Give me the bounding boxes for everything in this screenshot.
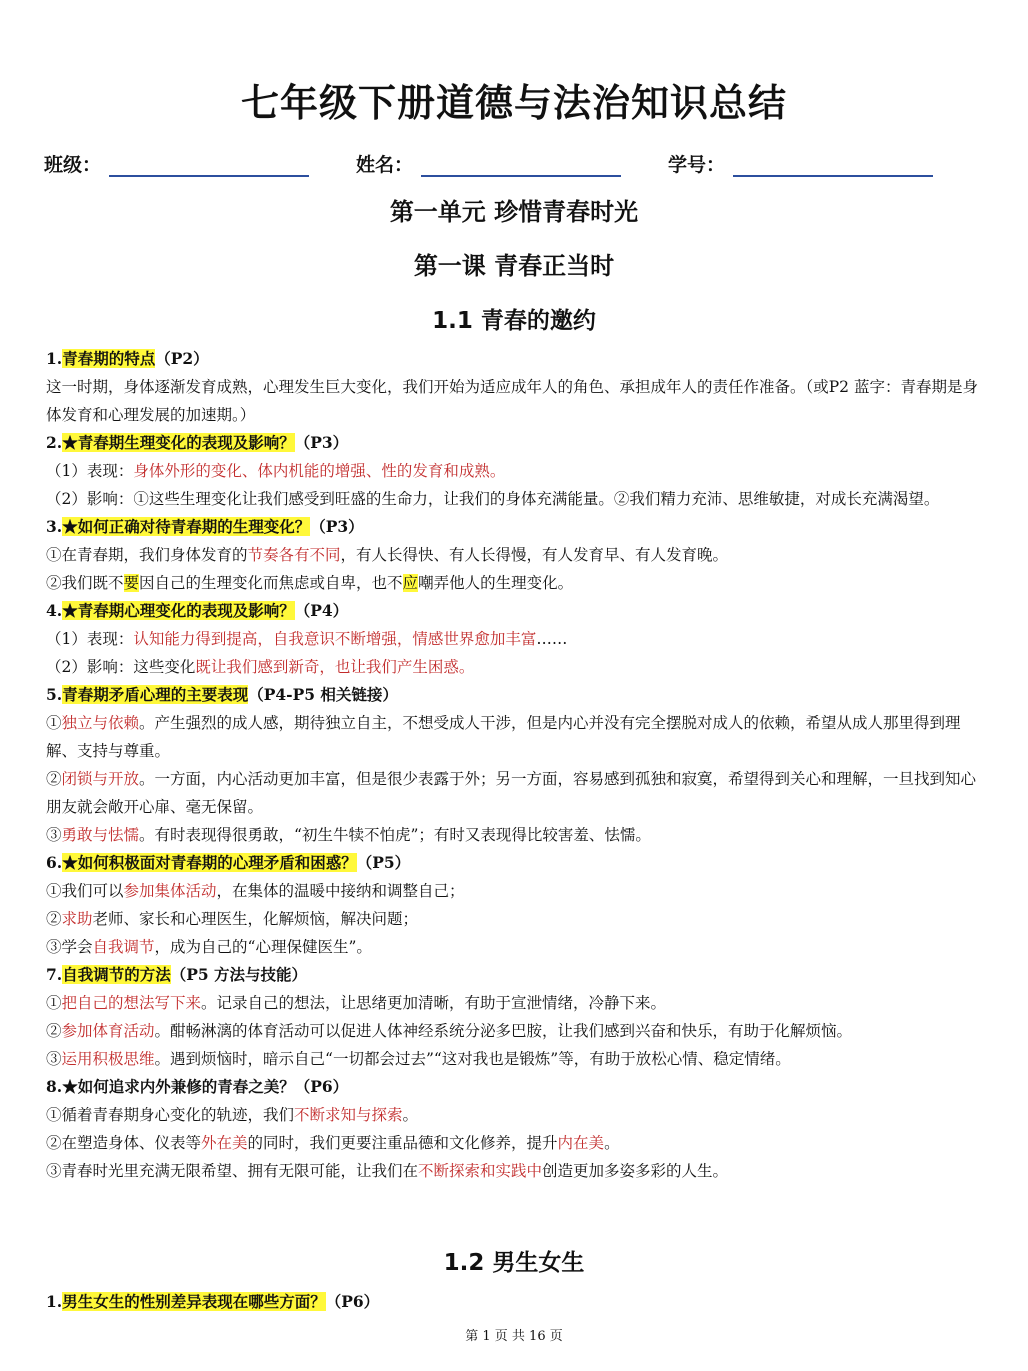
answer-text: （1）表现：身体外形的变化、体内机能的增强、性的发育和成熟。: [46, 462, 506, 480]
answer-text: ③青春时光里充满无限希望、拥有无限可能，让我们在不断探索和实践中创造更加多姿多彩的人生。: [46, 1162, 729, 1180]
section-1-1-body: [46, 345, 981, 1185]
question-heading: 4.★青春期心理变化的表现及影响？（P4）: [46, 601, 349, 620]
unit-title: 第一单元 珍惜青春时光: [389, 198, 639, 226]
answer-text: ①循着青春期身心变化的轨迹，我们不断求知与探索。: [46, 1106, 419, 1124]
answer-text: ①我们可以参加集体活动，在集体的温暖中接纳和调整自己；: [46, 882, 465, 900]
name-label: 姓名：: [356, 154, 414, 176]
question-heading: 5.青春期矛盾心理的主要表现（P4-P5 相关链接）: [46, 685, 398, 704]
answer-text: ③勇敢与怯懦。有时表现得很勇敢，“初生牛犊不怕虎”；有时又表现得比较害羞、怯懦。: [46, 826, 651, 844]
answer-text: ③运用积极思维。遇到烦恼时，暗示自己“一切都会过去”“这对我也是锻炼”等，有助于放松心情、稳定情绪。: [46, 1050, 791, 1068]
answer-text: （2）影响：这些变化既让我们感到新奇，也让我们产生困惑。: [46, 658, 475, 676]
id-label: 学号：: [668, 154, 726, 176]
question-heading: 6.★如何积极面对青春期的心理矛盾和困惑？（P5）: [46, 853, 411, 872]
name-field: [356, 150, 621, 177]
lesson-title: 第一课 青春正当时: [413, 252, 615, 280]
answer-text: ②在塑造身体、仪表等外在美的同时，我们更要注重品德和文化修养，提升内在美。: [46, 1134, 620, 1152]
document-title: 七年级下册道德与法治知识总结: [240, 81, 787, 125]
question-heading: 8.★如何追求内外兼修的青春之美？（P6）: [46, 1077, 349, 1096]
question-heading: 3.★如何正确对待青春期的生理变化？（P3）: [46, 517, 364, 536]
question-heading: 1.青春期的特点（P2）: [46, 349, 209, 368]
answer-text: ②参加体育活动。酣畅淋漓的体育活动可以促进人体神经系统分泌多巴胺，让我们感到兴奋和快乐，有助于化解烦恼。: [46, 1022, 853, 1040]
answer-text: 这一时期，身体逐渐发育成熟，心理发生巨大变化，我们开始为适应成年人的角色、承担成年人的责任作准备。（或P2 蓝字：青春期是身体发育和心理发展的加速期。）: [46, 378, 978, 424]
answer-text: ①在青春期，我们身体发育的节奏各有不同，有人长得快、有人长得慢，有人发育早、有人发育晚。: [46, 546, 729, 564]
student-info-fields: [44, 150, 984, 184]
question-heading: 1.男生女生的性别差异表现在哪些方面？（P6）: [46, 1292, 380, 1311]
answer-text: ①把自己的想法写下来。记录自己的想法，让思绪更加清晰，有助于宣泄情绪，冷静下来。: [46, 994, 667, 1012]
question-heading: 7.自我调节的方法（P5 方法与技能）: [46, 965, 308, 984]
answer-text: ③学会自我调节，成为自己的“心理保健医生”。: [46, 938, 372, 956]
answer-text: （2）影响：①这些生理变化让我们感受到旺盛的生命力，让我们的身体充满能量。②我们精力充沛、思维敏捷，对成长充满渴望。: [46, 490, 940, 508]
id-blank[interactable]: [733, 153, 933, 177]
question-heading: 2.★青春期生理变化的表现及影响？（P3）: [46, 433, 349, 452]
section-title-1-2: 1.2 男生女生: [443, 1250, 585, 1276]
answer-text: ②我们既不要因自己的生理变化而焦虑或自卑，也不应嘲弄他人的生理变化。: [46, 574, 574, 592]
answer-text: ②求助老师、家长和心理医生，化解烦恼，解决问题；: [46, 910, 419, 928]
class-blank[interactable]: [109, 153, 309, 177]
name-blank[interactable]: [421, 153, 621, 177]
page-footer: 第 1 页 共 16 页: [465, 1329, 563, 1344]
answer-text: ②闭锁与开放。一方面，内心活动更加丰富，但是很少表露于外；另一方面，容易感到孤独和寂寞，希望得到关心和理解，一旦找到知心朋友就会敞开心扉、毫无保留。: [46, 770, 977, 816]
section-1-2-body: [46, 1288, 981, 1316]
answer-text: ①独立与依赖。产生强烈的成人感，期待独立自主，不想受成人干涉，但是内心并没有完全摆脱对成人的依赖，希望从成人那里得到理解、支持与尊重。: [46, 714, 961, 760]
id-field: [668, 150, 933, 177]
section-title-1-1: 1.1 青春的邀约: [432, 308, 596, 334]
answer-text: （1）表现：认知能力得到提高，自我意识不断增强，情感世界愈加丰富……: [46, 630, 568, 648]
class-field: [44, 150, 309, 177]
class-label: 班级：: [44, 154, 102, 176]
